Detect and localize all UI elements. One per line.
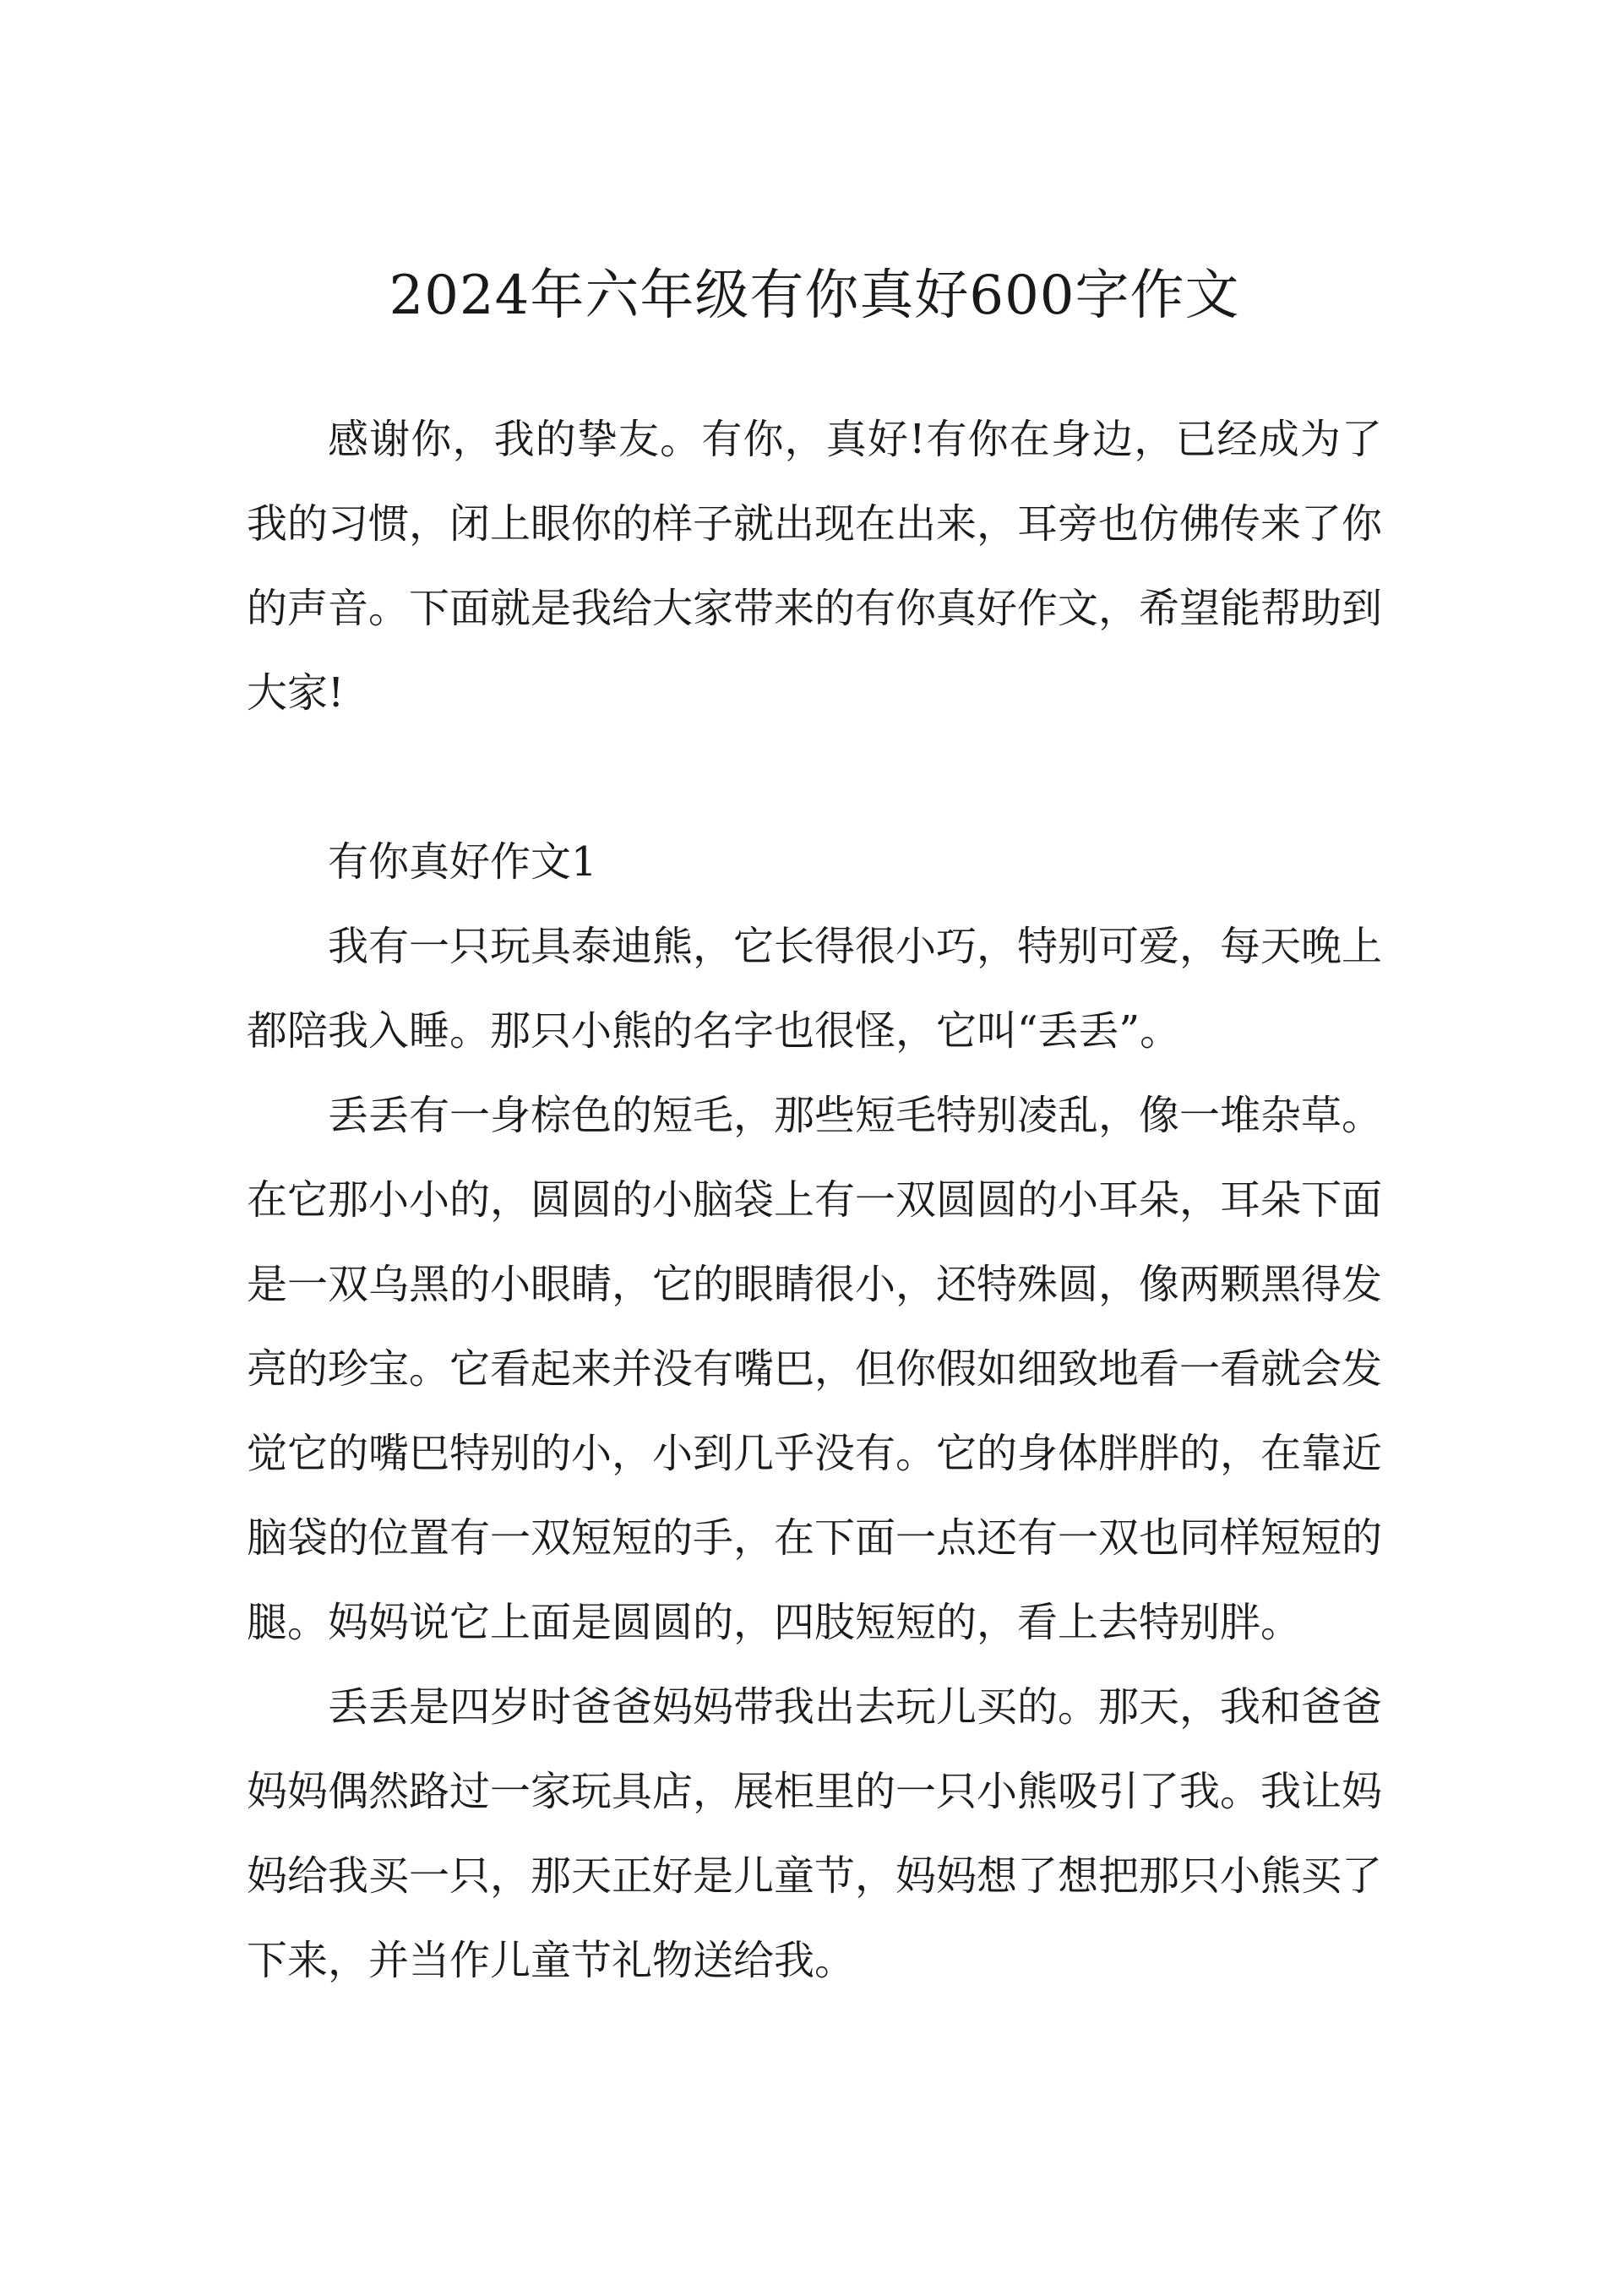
body-paragraph-1: 我有一只玩具泰迪熊，它长得很小巧，特别可爱，每天晚上都陪我入睡。那只小熊的名字也很怪，它叫“丢丢”。 [247, 923, 1383, 1055]
intro-paragraph: 感谢你，我的挚友。有你，真好!有你在身边，已经成为了我的习惯，闭上眼你的样子就出现在出来，耳旁也仿佛传来了你的声音。下面就是我给大家带来的有你真好作文，希望能帮助到大家! [247, 416, 1383, 717]
body-paragraph-3: 丢丢是四岁时爸爸妈妈带我出去玩儿买的。那天，我和爸爸妈妈偶然路过一家玩具店，展柜里的一只小熊吸引了我。我让妈妈给我买一只，那天正好是儿童节，妈妈想了想把那只小熊买了下来，并当作儿童节礼物送给我。 [247, 1683, 1383, 1984]
paragraph-spacer [247, 735, 1382, 820]
section-heading: 有你真好作文1 [328, 838, 597, 886]
document-body [247, 397, 1382, 2003]
document-title: 2024年六年级有你真好600字作文 [389, 265, 1240, 327]
body-paragraph-2: 丢丢有一身棕色的短毛，那些短毛特别凌乱，像一堆杂草。在它那小小的，圆圆的小脑袋上有一双圆圆的小耳朵，耳朵下面是一双乌黑的小眼睛，它的眼睛很小，还特殊圆，像两颗黑得发亮的珍宝。它看起来并没有嘴巴，但你假如细致地看一看就会发觉它的嘴巴特别的小，小到几乎没有。它的身体胖胖的，在靠近脑袋的位置有一双短短的手，在下面一点还有一双也同样短短的腿。妈妈说它上面是圆圆的，四肢短短的，看上去特别胖。 [247, 1092, 1383, 1646]
